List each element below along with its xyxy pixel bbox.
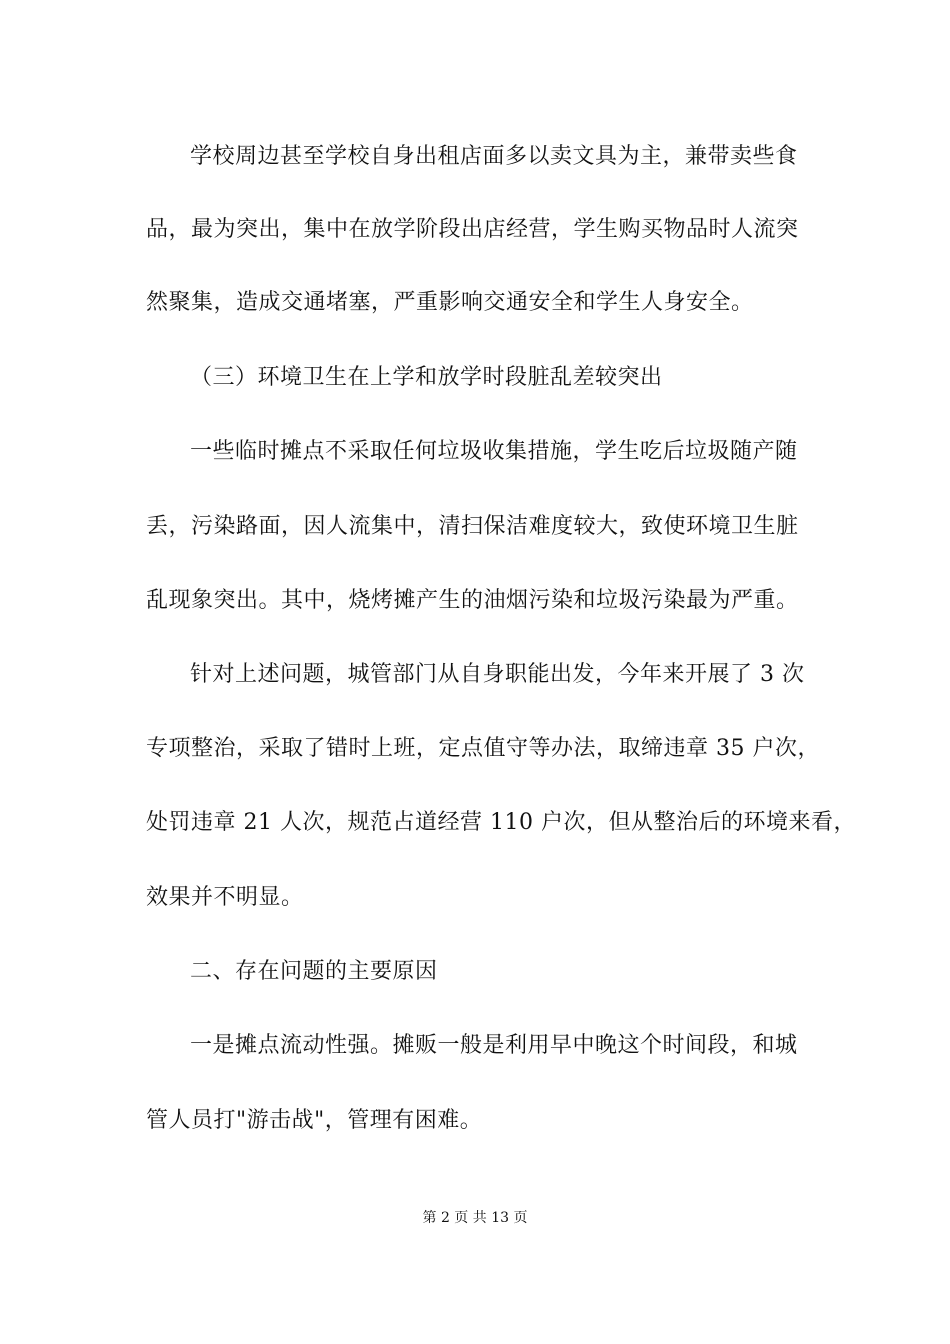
paragraph-line: 效果并不明显。 [146, 885, 304, 910]
paragraph-line: 一是摊点流动性强。摊贩一般是利用早中晚这个时间段，和城 [190, 1033, 798, 1058]
paragraph-line: 专项整治，采取了错时上班，定点值守等办法，取缔违章 35 户次， [146, 736, 820, 761]
paragraph-line: 针对上述问题，城管部门从自身职能出发，今年来开展了 3 次 [190, 662, 805, 687]
paragraph-line: 学校周边甚至学校自身出租店面多以卖文具为主，兼带卖些食 [190, 144, 798, 169]
paragraph-line: 一些临时摊点不采取任何垃圾收集措施，学生吃后垃圾随产随 [190, 439, 798, 464]
paragraph-line: 处罚违章 21 人次，规范占道经营 110 户次，但从整治后的环境来看， [146, 810, 856, 835]
paragraph-line: 管人员打"游击战"，管理有困难。 [146, 1108, 483, 1133]
paragraph-line: 品，最为突出，集中在放学阶段出店经营，学生购买物品时人流突 [146, 217, 799, 242]
paragraph-line: 然聚集，造成交通堵塞，严重影响交通安全和学生人身安全。 [146, 290, 754, 315]
section-heading: （三）环境卫生在上学和放学时段脏乱差较突出 [190, 365, 663, 390]
section-heading: 二、存在问题的主要原因 [190, 959, 438, 984]
paragraph-line: 乱现象突出。其中，烧烤摊产生的油烟污染和垃圾污染最为严重。 [146, 588, 799, 613]
paragraph-line: 丢，污染路面，因人流集中，清扫保洁难度较大，致使环境卫生脏 [146, 514, 799, 539]
page-number-footer: 第 2 页 共 13 页 [422, 1210, 528, 1226]
